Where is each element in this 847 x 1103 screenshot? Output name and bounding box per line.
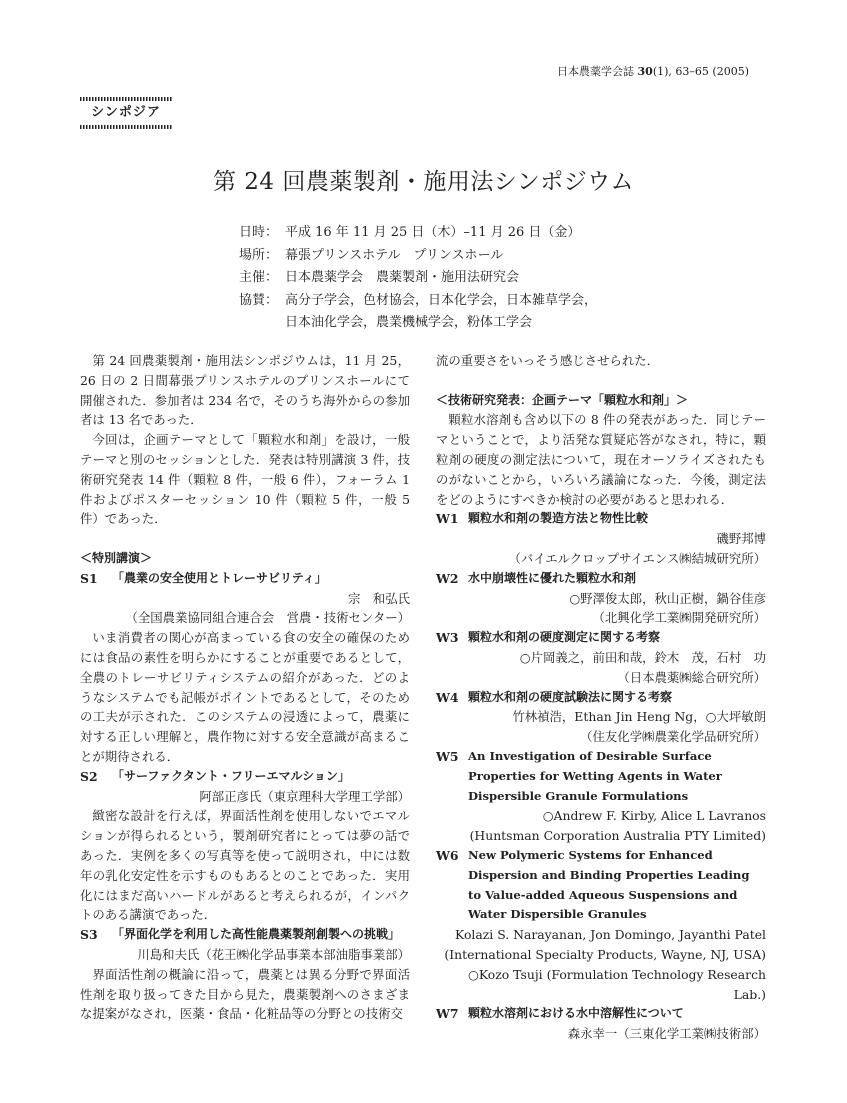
presentation-w4: W4 顆粒水和剤の硬度試験法に関する考察 [436,688,766,708]
right-column [436,351,766,1044]
presentation-authors: 磯野邦博 [716,531,766,547]
journal-issue-pages: (1), 63–65 (2005) [652,65,749,78]
presentation-w7: W7 顆粒水溶剤における水中溶解性について [436,1004,766,1024]
lecture-title: 「サーファクタント・フリーエマルション」 [112,768,350,783]
dotted-rule-bottom [80,125,172,129]
event-info [239,222,597,335]
info-row-organizer: 主催： 日本農薬学会 農薬製剤・施用法研究会 [239,270,520,285]
presentation-title: 水中崩壊性に優れた顆粒水和剤 [468,570,637,585]
presentation-authors-2: ○Kozo Tsuji (Formulation Technology Research Lab.) [468,966,766,1002]
presentation-authors: ○野澤俊太郎，秋山正樹，鍋谷佳彦 [569,590,766,606]
info-row-sponsors-cont: 日本油化学会，農業機械学会，粉体工学会 [285,315,533,330]
presentation-authors: ○Andrew F. Kirby, Alice L Lavranos [542,808,766,824]
lecture-title: 「農業の安全使用とトレーサビリティ」 [112,570,327,585]
presentation-affiliation: （北興化学工業㈱開発研究所） [592,610,766,626]
lecture-title: 「界面化学を利用した高性能農薬製剤創製への挑戦」 [112,927,401,942]
presentation-affiliation: （バイエルクロップサイエンス㈱結城研究所） [508,550,766,566]
presentation-authors: 森永幸一（三東化学工業㈱技術部） [567,1026,766,1042]
journal-name: 日本農薬学会誌 [557,65,635,78]
lecture-speaker: 宗 和弘氏 [348,590,410,606]
special-lectures-heading: ＜特別講演＞ [80,550,153,565]
presentation-affiliation: (Huntsman Corporation Australia PTY Limited) [469,828,766,844]
presentation-title: 顆粒水和剤の製造方法と物性比較 [468,511,649,526]
presentation-w6: W6 New Polymeric Systems for Enhanced Dispersion and Binding Properties Leading to Value-added Aqueous Suspensions and Water Dispersible Granules [436,846,766,925]
section-label [80,97,172,137]
article-title: 第 24 回農薬製剤・施用法シンポジウム [212,169,635,195]
lecture-summary: 界面活性剤の概論に沿って，農薬とは異る分野で界面活性剤を取り扱ってきた目から見た，農薬製剤へのさまざまな提案がなされ，医薬・食品・化粧品等の分野との技術交 [80,966,410,1022]
lecture-summary: いま消費者の関心が高まっている食の安全の確保のためには食品の素性を明らかにすることが重要であるとして，全農のトレーサビリティシステムの紹介があった．どのようなシステムでも記帳がポイントであるとして，そのための工夫が示された．このシステムの浸透によって，農薬に対する正しい理解と，農作物に対する安全意識が高まることが期待される． [80,630,410,764]
presentation-title: An Investigation of Desirable Surface Properties for Wetting Agents in Water Dispersible Granule Formulations [468,748,722,803]
info-row-date: 日時： 平成 16 年 11 月 25 日（木）–11 月 26 日（金） [239,225,581,240]
presentation-title: 顆粒水和剤の硬度試験法に関する考察 [468,689,673,704]
lecture-s3: S3 「界面化学を利用した高性能農薬製剤創製への挑戦」 [80,925,410,945]
info-row-sponsors: 協賛： 高分子学会，色材協会，日本化学会，日本雑草学会， [239,292,598,308]
presentation-w3: W3 顆粒水和剤の硬度測定に関する考察 [436,628,766,648]
presentation-affiliation: （日本農薬㈱総合研究所） [617,669,766,685]
lecture-affiliation: （全国農業協同組合連合会 営農・技術センター） [125,610,410,626]
info-row-venue: 場所： 幕張プリンスホテル プリンスホール [239,247,504,263]
continued-text: 流の重要さをいっそう感じさせられた． [436,353,660,368]
presentation-authors: Kolazi S. Narayanan, Jon Domingo, Jayanthi Patel [455,927,766,943]
lecture-s2: S2 「サーファクタント・フリーエマルション」 [80,767,410,787]
presentation-title: New Polymeric Systems for Enhanced Dispersion and Binding Properties Leading to Value-added Aqueous Suspensions and Water Dispersible Granules [468,847,750,922]
presentation-w5: W5 An Investigation of Desirable Surface Properties for Wetting Agents in Water Dispersible Granule Formulations [436,747,766,806]
section-label-text: シンポジア [91,105,161,120]
presentation-affiliation: (International Specialty Products, Wayne, NJ, USA) [444,946,766,962]
presentation-title: 顆粒水溶剤における水中溶解性について [468,1006,684,1021]
presentation-title: 顆粒水和剤の硬度測定に関する考察 [468,630,661,645]
running-head [557,63,749,79]
lecture-summary: 緻密な設計を行えば，界面活性剤を使用しないでエマルションが得られるという，製剤研究者にとっては夢の話であった．実例を多くの写真等を使って説明され，中には数年の乳化安定性を示すものもあるとのことであった．実用化にはまだ高いハードルがあると考えられるが，インパクトのある講演であった． [80,808,410,923]
lecture-speaker: 川島和夫氏（花王㈱化学品事業本部油脂事業部） [137,946,410,962]
presentation-authors: 竹林禎浩，Ethan Jin Heng Ng，○大坪敏朗 [512,709,766,725]
intro-paragraph-1: 第 24 回農薬製剤・施用法シンポジウムは，11 月 25，26 日の 2 日間幕張プリンスホテルのプリンスホールにて開催された．参加者は 234 名で，そのうち海外からの参加者は 13 名であった． [80,353,410,428]
journal-volume: 30 [637,65,653,78]
presentation-authors: ○片岡義之，前田和哉，鈴木 茂，石村 功 [519,649,766,665]
presentation-affiliation: （住友化学㈱農業化学品研究所） [580,729,766,745]
lecture-s1: S1 「農業の安全使用とトレーサビリティ」 [80,569,410,589]
technical-presentations-heading: ＜技術研究発表：企画テーマ「顆粒水和剤」＞ [436,392,689,407]
lecture-speaker: 阿部正彦氏（東京理科大学理工学部） [199,788,410,804]
technical-intro: 顆粒水溶剤も含め以下の 8 件の発表があった．同じテーマということで，より活発な質疑応答がなされ，特に，顆粒剤の硬度の測定法について，現在オーソライズされたものがないことから，いろいろ議論になった．今後，測定法をどのようにすべきか検討の必要があると思われる． [436,412,766,507]
presentation-w1: W1 顆粒水和剤の製造方法と物性比較 [436,509,766,529]
left-column [80,351,410,1024]
presentation-w2: W2 水中崩壊性に優れた顆粒水和剤 [436,569,766,589]
intro-paragraph-2: 今回は，企画テーマとして「顆粒水和剤」を設け，一般テーマと別のセッションとした．発表は特別講演 3 件，技術研究発表 14 件（顆粒 8 件，一般 6 件），フォーラム 1 件およびポスターセッション 10 件（顆粒 5 件，一般 5 件）であった． [80,432,410,527]
